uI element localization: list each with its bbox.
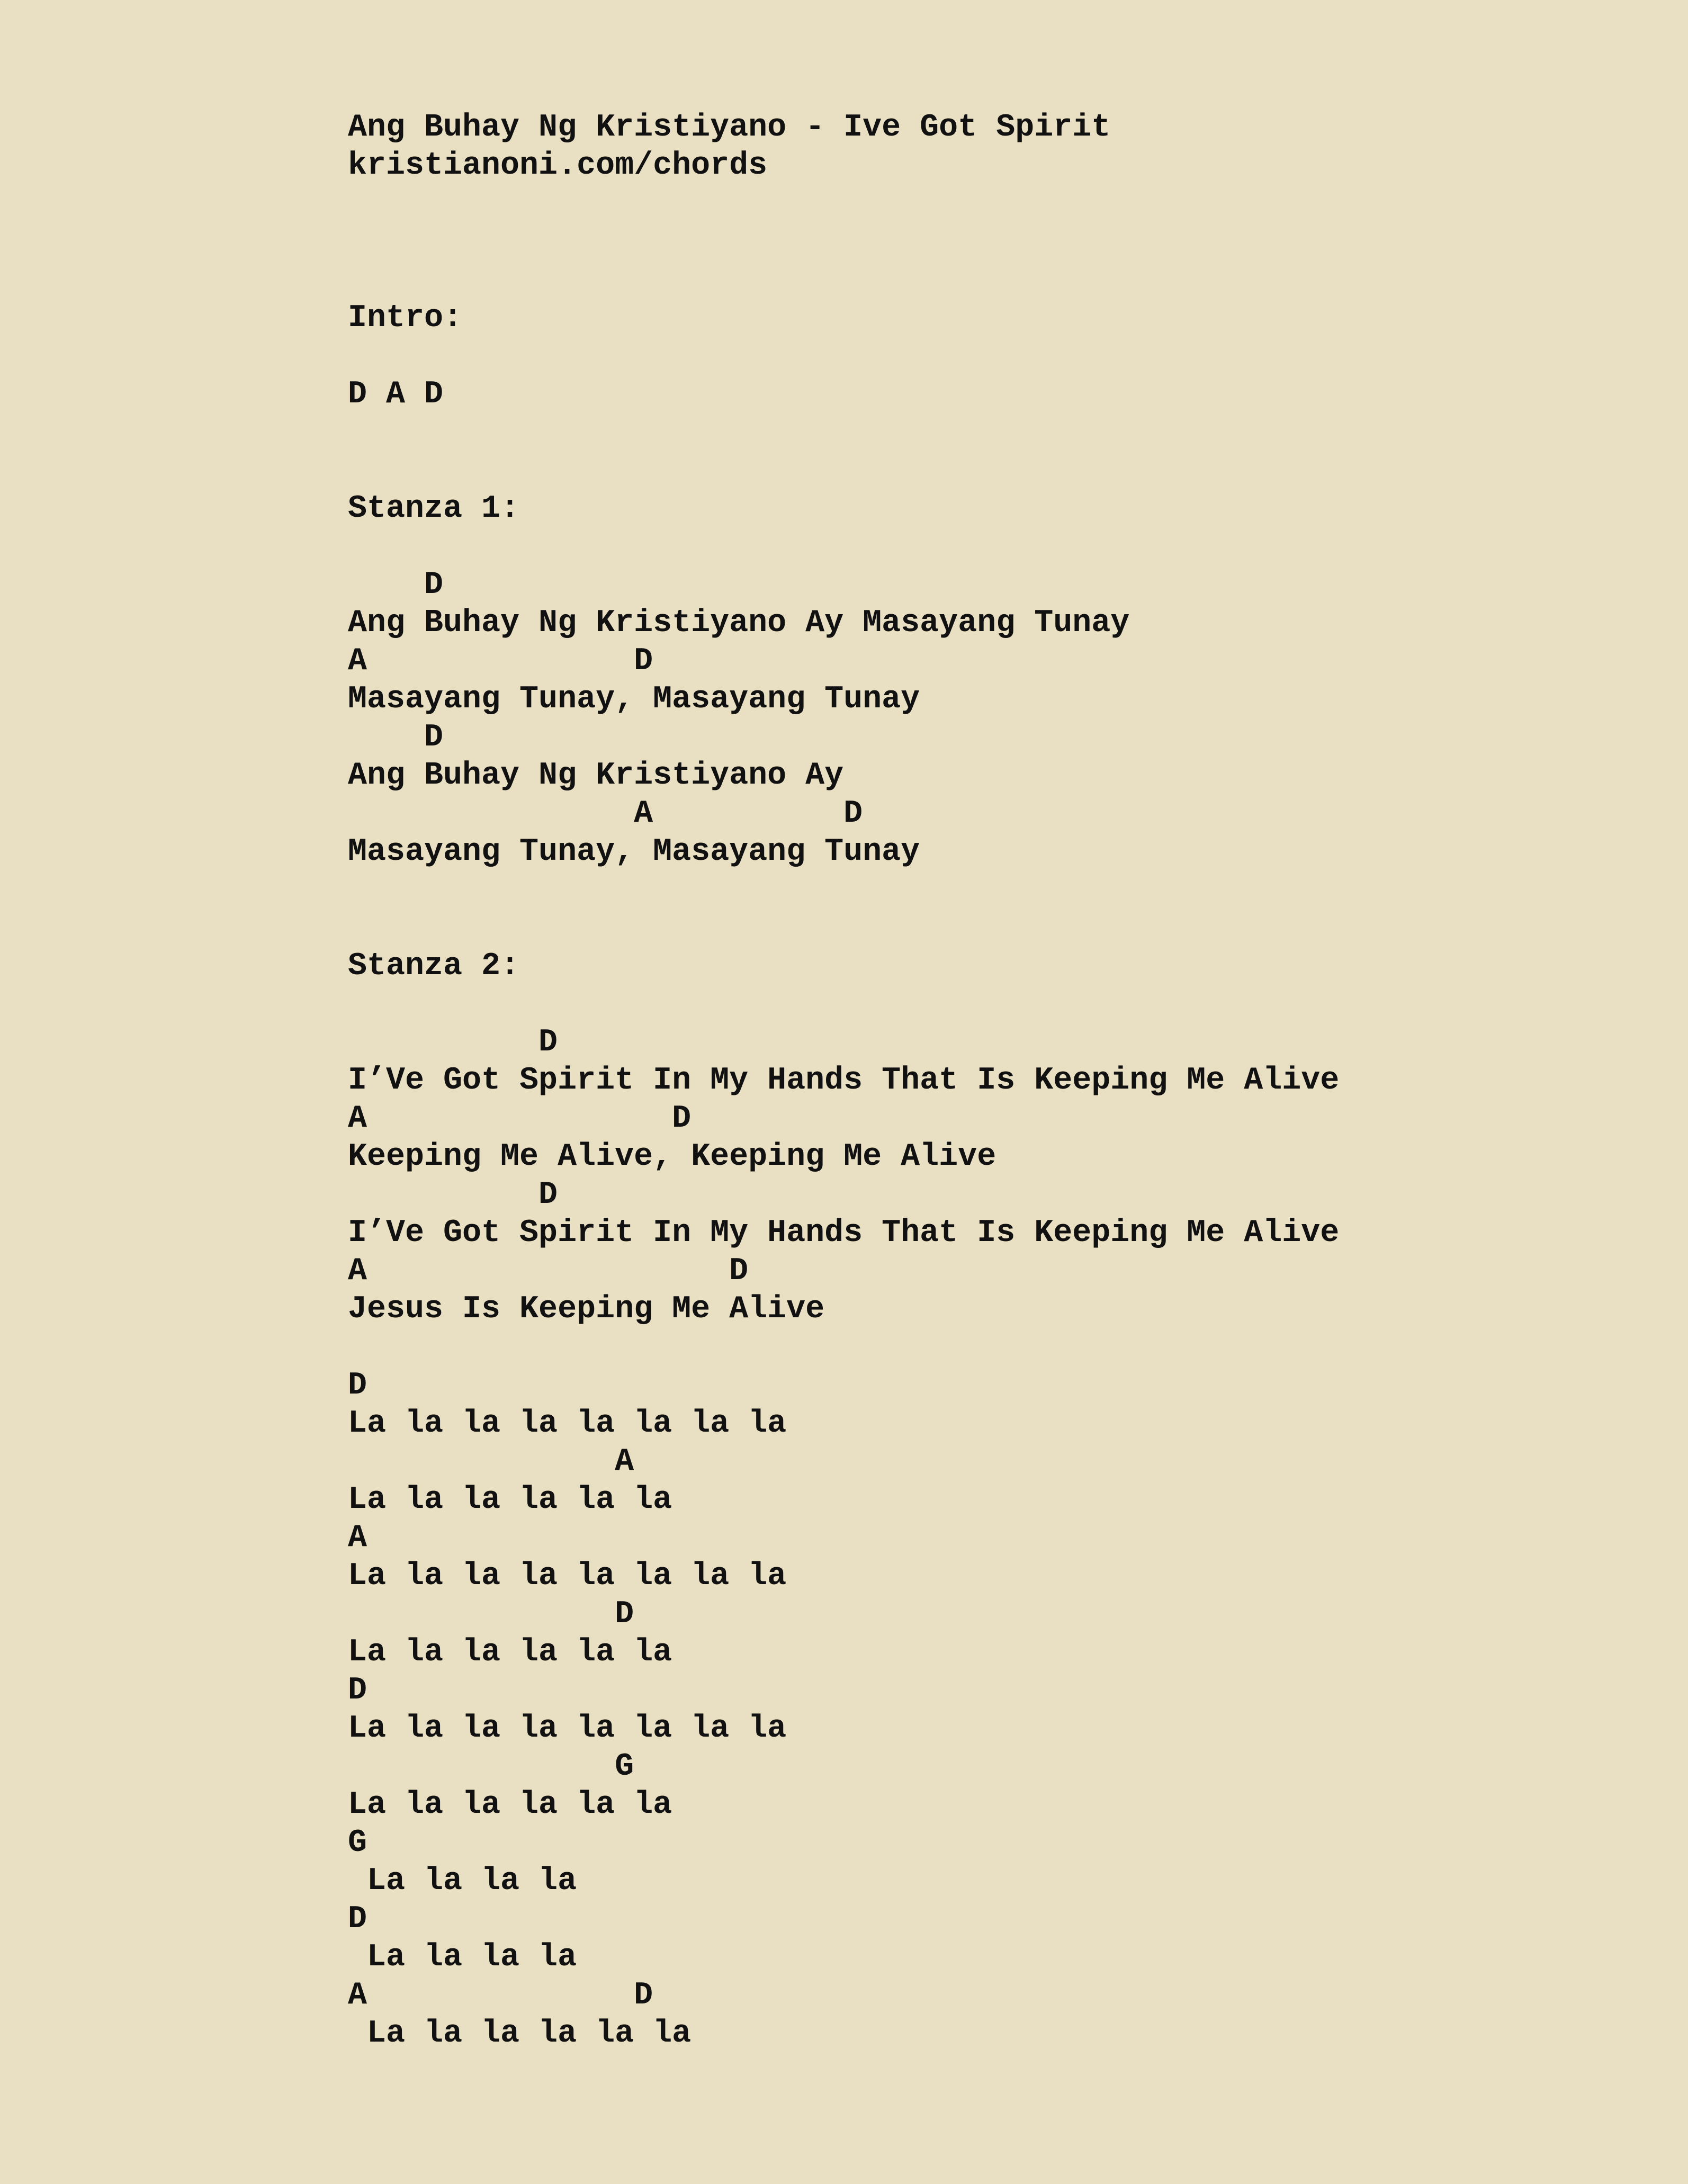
chord-line: A D [348, 1253, 749, 1289]
chord-line: D A D [348, 376, 444, 412]
lyric-line: I’Ve Got Spirit In My Hands That Is Keeping Me Alive [348, 1215, 1340, 1251]
lyric-line: La la la la la la [348, 2016, 692, 2052]
lyric-line: I’Ve Got Spirit In My Hands That Is Keeping Me Alive [348, 1063, 1340, 1099]
lyric-line: La la la la la la [348, 1482, 672, 1518]
blank-line [348, 985, 1619, 1023]
blank-line [348, 414, 1619, 452]
chord-sheet [348, 109, 1619, 2053]
blank-line [348, 185, 1619, 223]
section-heading: Stanza 2: [348, 948, 520, 984]
chord-line: D [348, 1596, 634, 1632]
chord-line: A D [348, 1101, 692, 1137]
blank-line [348, 528, 1619, 566]
lyric-line: Keeping Me Alive, Keeping Me Alive [348, 1139, 996, 1175]
lyric-line: La la la la la la [348, 1787, 672, 1823]
blank-line [348, 261, 1619, 299]
chord-line: A [348, 1520, 367, 1556]
chord-line: G [348, 1825, 367, 1861]
chord-line: D [348, 1673, 367, 1709]
chord-line: A D [348, 643, 653, 679]
song-title: Ang Buhay Ng Kristiyano - Ive Got Spirit [348, 110, 1111, 146]
lyric-line: La la la la [348, 1863, 577, 1899]
chord-line: D [348, 1368, 367, 1404]
lyric-line: Masayang Tunay, Masayang Tunay [348, 834, 920, 870]
lyric-line: Jesus Is Keeping Me Alive [348, 1291, 825, 1327]
section-heading: Intro: [348, 300, 463, 336]
chord-line: A D [348, 1978, 653, 2014]
section-heading: Stanza 1: [348, 491, 520, 527]
chord-line: D [348, 567, 444, 603]
blank-line [348, 871, 1619, 909]
blank-line [348, 337, 1619, 375]
chord-line: A D [348, 796, 863, 832]
chord-line: G [348, 1749, 634, 1785]
blank-line [348, 452, 1619, 490]
blank-line [348, 1328, 1619, 1367]
lyric-line: La la la la la la la la [348, 1406, 787, 1442]
chord-line: A [348, 1444, 634, 1480]
lyric-line: Masayang Tunay, Masayang Tunay [348, 681, 920, 717]
lyric-line: La la la la la la la la [348, 1558, 787, 1594]
source-url: kristianoni.com/chords [348, 148, 768, 184]
lyric-line: La la la la [348, 1939, 577, 1975]
lyric-line: La la la la la la [348, 1634, 672, 1670]
lyric-line: La la la la la la la la [348, 1711, 787, 1747]
blank-line [348, 223, 1619, 261]
blank-line [348, 909, 1619, 947]
chord-line: D [348, 720, 444, 756]
chord-line: D [348, 1024, 558, 1060]
chord-line: D [348, 1901, 367, 1937]
chord-line: D [348, 1177, 558, 1213]
lyric-line: Ang Buhay Ng Kristiyano Ay Masayang Tunay [348, 605, 1130, 641]
lyric-line: Ang Buhay Ng Kristiyano Ay [348, 758, 844, 794]
